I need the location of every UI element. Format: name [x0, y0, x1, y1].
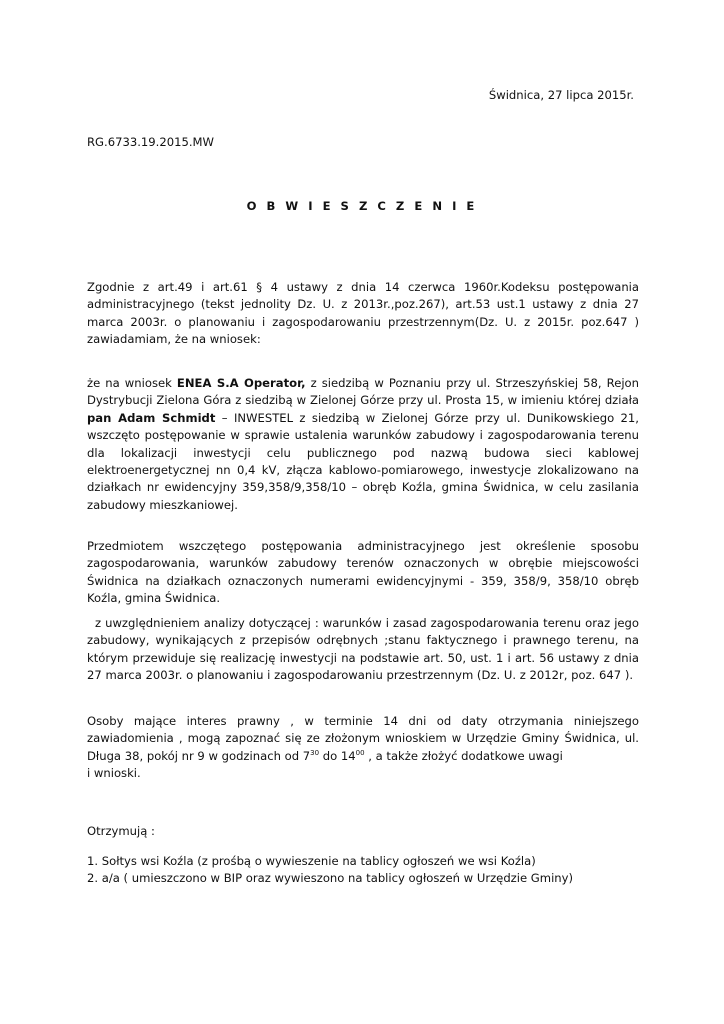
notice-paragraph	[87, 713, 639, 783]
applicant-name: ENEA S.A Operator,	[176, 376, 306, 390]
recipients-label: Otrzymują :	[87, 824, 155, 838]
recipient-item: 1. Sołtys wsi Koźla (z prośbą o wywieszenie na tablicy ogłoszeń we wsi Koźla)	[87, 854, 536, 868]
reference-number: RG.6733.19.2015.MW	[87, 135, 215, 149]
intro-paragraph: Zgodnie z art.49 i art.61 § 4 ustawy z dnia 14 czerwca 1960r.Kodeksu postępowania administracyjnego (tekst jednolity Dz. U. z 2013r.,poz.267), art.53 ust.1 ustawy z dnia 27 marca 2003r. o planowaniu i zagospodarowaniu przestrzennym(Dz. U. z 2015r. poz.647 ) zawiadamiam, że na wniosek:	[87, 280, 639, 347]
notice-text-3: , a także złożyć dodatkowe uwagi	[364, 748, 563, 763]
agent-name: pan Adam Schmidt	[87, 410, 216, 425]
notice-text-4: i wnioski.	[87, 766, 141, 781]
time-start-minutes: 30	[310, 748, 320, 757]
request-rest: – INWESTEL z siedzibą w Zielonej Górze przy ul. Dunikowskiego 21, wszczęto postępowanie w sprawie ustalenia warunków zabudowy i zagospodarowania terenu dla lokalizacji inwestycji celu publicznego pod nazwą budowa sieci kablowej elektroenergetycznej nn 0,4 kV, złącza kablowo-pomiarowego, inwestycje zlokalizowano na działkach nr ewidencyjny 359,358/9,358/10 – obręb Koźla, gmina Świdnica, w celu zasilania zabudowy mieszkaniowej.	[87, 410, 639, 512]
subject-paragraph: Przedmiotem wszczętego postępowania administracyjnego jest określenie sposobu zagospodarowania, warunków zabudowy terenów oznaczonych w obrębie miejscowości Świdnica na działkach oznaczonych numerami ewidencyjnymi - 359, 358/9, 358/10 obręb Koźla, gmina Świdnica.	[87, 539, 639, 606]
notice-text-2: do 14	[319, 748, 356, 763]
request-lead: że na wniosek	[87, 376, 177, 390]
notice-text-1: Osoby mające interes prawny , w terminie 14 dni od daty otrzymania niniejszego zawiadomienia , mogą zapoznać się ze złożonym wnioskiem w Urzędzie Gminy Świdnica, ul. Długa 38, pokój nr 9 w godzinach od 7	[87, 714, 639, 763]
analysis-paragraph: z uwzględnieniem analizy dotyczącej : warunków i zasad zagospodarowania terenu oraz jego zabudowy, wynikających z przepisów odrębnych ;stanu faktycznego i prawnego terenu, na którym przewiduje się realizację inwestycji na podstawie art. 50, ust. 1 i art. 56 ustawy z dnia 27 marca 2003r. o planowaniu i zagospodarowaniu przestrzennym (Dz. U. z 2012r, poz. 647 ).	[87, 616, 643, 683]
time-end-minutes: 00	[355, 748, 365, 757]
place-date: Świdnica, 27 lipca 2015r.	[488, 88, 634, 102]
recipient-item: 2. a/a ( umieszczono w BIP oraz wywieszono na tablicy ogłoszeń w Urzędzie Gminy)	[87, 871, 574, 886]
recipients-list	[87, 853, 647, 888]
document-title: O B W I E S Z C Z E N I E	[246, 199, 478, 213]
request-mid: z siedzibą w Poznaniu przy ul. Strzeszyńskiej 58, Rejon Dystrybucji Zielona Góra z siedzibą w Zielonej Górze przy ul. Prosta 15, w imieniu której działa	[87, 376, 639, 408]
request-paragraph	[87, 375, 639, 514]
